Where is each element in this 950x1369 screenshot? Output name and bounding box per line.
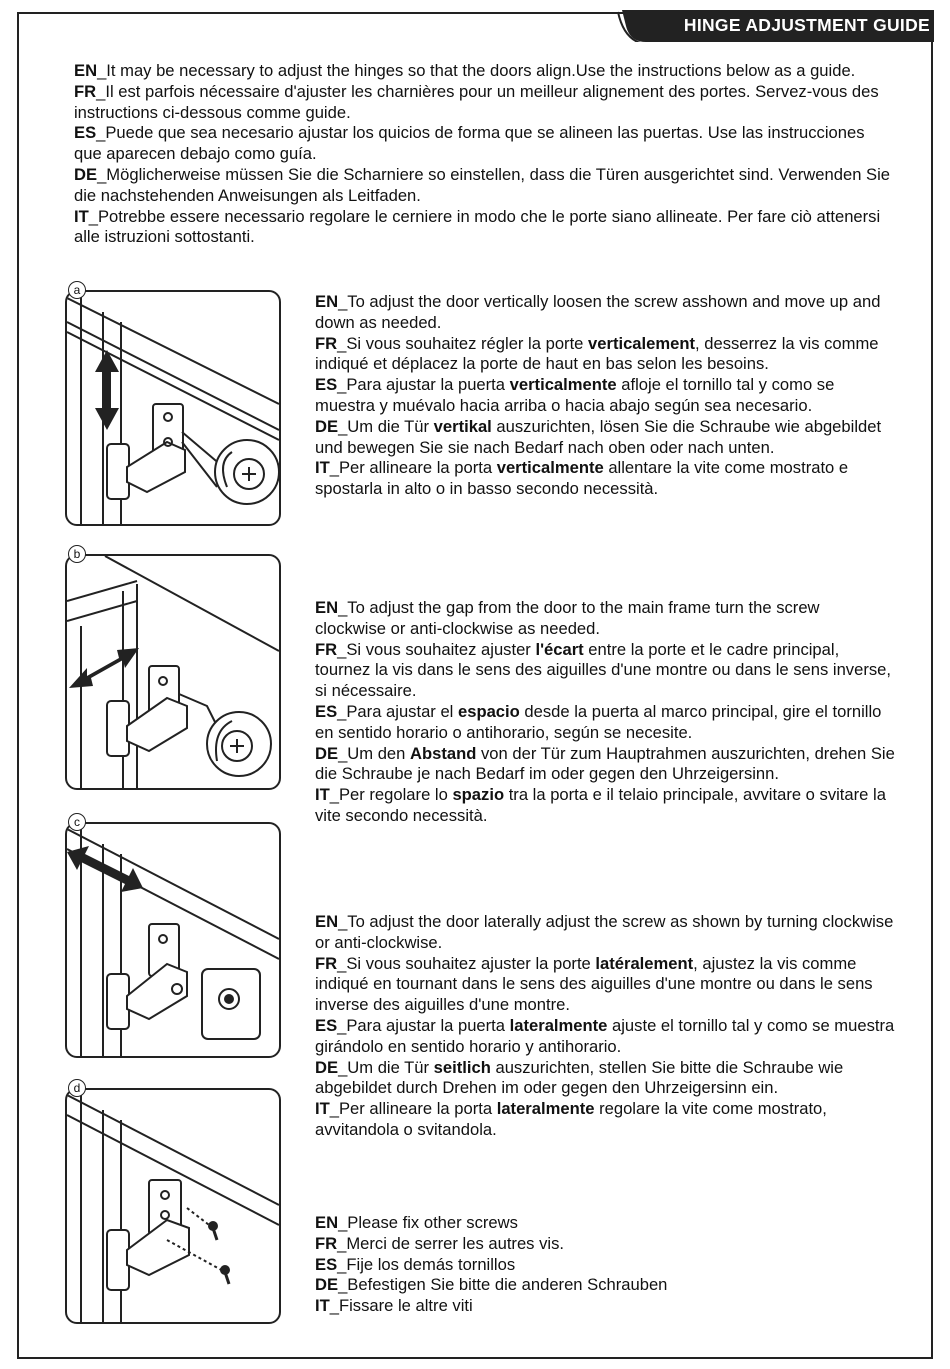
lang-code: ES <box>315 701 338 721</box>
step-text: _To adjust the gap from the door to the main frame turn the screw clockwise or anti-clockwise as needed. <box>315 598 820 638</box>
step-text: _Para ajustar la puerta <box>337 1015 510 1035</box>
lang-code: FR <box>74 81 97 101</box>
step-text: _Um die Tür <box>338 1057 434 1077</box>
step-text: allentare la vite come mostrato e spostarla in alto o in basso secondo necessità. <box>315 458 849 499</box>
step-text: _To adjust the door vertically loosen the screw asshown and move up and down as needed. <box>315 292 881 332</box>
intro-it-text: _Potrebbe essere necessario regolare le cerniere in modo che le porte siano allineate. Per fare ciò attenersi alle istruzioni sottostanti. <box>74 206 881 247</box>
lang-code: ES <box>315 1254 338 1274</box>
step-b-fr <box>315 640 895 702</box>
step-a-it <box>315 458 895 500</box>
step-emphasis: lateralmente <box>509 1015 608 1035</box>
step-c-badge: c <box>68 813 86 831</box>
step-text: _Fissare le altre viti <box>329 1296 473 1316</box>
step-text: ajuste el tornillo tal y como se muestra girándolo en sentido horario y antihorario. <box>315 1015 895 1056</box>
step-text: _Um den <box>338 743 411 763</box>
step-b-es <box>315 702 895 744</box>
step-text: _Merci de serrer les autres vis. <box>337 1233 564 1253</box>
intro-fr <box>74 82 894 124</box>
header-tab <box>616 10 934 42</box>
lang-code: IT <box>315 1099 330 1119</box>
page-title: HINGE ADJUSTMENT GUIDE <box>683 15 930 35</box>
step-emphasis: latéralement <box>595 953 694 973</box>
step-text: _Um die Tür <box>338 416 434 436</box>
step-text: , desserrez la vis comme indiqué et déplacez la porte de haut en bas selon les besoins. <box>315 333 879 374</box>
step-a-en <box>315 292 895 334</box>
step-text: _Para ajustar la puerta <box>337 375 510 395</box>
step-d-it <box>315 1296 895 1317</box>
step-text: auszurichten, lösen Sie die Schraube wie abgebildet und bewegen Sie sie nach Bedarf nach oben oder nach unten. <box>315 416 882 457</box>
step-text: afloje el tornillo tal y como se muestra y muévalo hacia arriba o hacia abajo según sea necesario. <box>315 375 835 415</box>
lang-code: FR <box>315 333 338 353</box>
step-emphasis: vertikal <box>433 416 492 436</box>
lang-code: EN <box>315 598 339 617</box>
lang-code: DE <box>315 1275 339 1295</box>
lang-code: ES <box>74 123 97 143</box>
step-d-en <box>315 1213 895 1234</box>
step-d-text <box>315 1213 895 1317</box>
lang-code: EN <box>315 912 339 931</box>
lang-code: DE <box>74 164 98 184</box>
step-text: _Please fix other screws <box>338 1213 518 1232</box>
step-text: _To adjust the door laterally adjust the screw as shown by turning clockwise or anti-clockwise. <box>315 912 894 952</box>
lang-code: EN <box>315 1213 339 1232</box>
lang-code: DE <box>315 1057 339 1077</box>
step-emphasis: lateralmente <box>496 1099 595 1119</box>
step-a-de <box>315 417 895 459</box>
step-b-it <box>315 785 895 827</box>
lang-code: IT <box>315 1296 330 1316</box>
intro-en-text: _It may be necessary to adjust the hinges so that the doors align.Use the instructions below as a guide. <box>97 61 856 80</box>
step-b-badge: b <box>68 545 86 563</box>
lang-code: IT <box>74 206 89 226</box>
step-text: _Per allineare la porta <box>329 458 497 478</box>
lang-code: FR <box>315 1233 338 1253</box>
step-text: von der Tür zum Hauptrahmen auszurichten, drehen Sie die Schraube je nach Bedarf im oder gegen den Uhrzeigersinn. <box>315 743 895 784</box>
step-text: _Si vous souhaitez ajuster <box>337 639 536 659</box>
step-b-illustration <box>65 554 281 790</box>
step-text: _Befestigen Sie bitte die anderen Schrauben <box>338 1275 668 1295</box>
step-c-en <box>315 912 895 954</box>
step-c-it <box>315 1099 895 1141</box>
lang-code: ES <box>315 375 338 395</box>
step-emphasis: spazio <box>452 785 505 805</box>
step-emphasis: l'écart <box>535 639 584 659</box>
step-text: _Si vous souhaitez régler la porte <box>337 333 589 353</box>
step-emphasis: verticalmente <box>496 458 604 478</box>
step-text: _Fije los demás tornillos <box>337 1254 516 1274</box>
intro-fr-text: _Il est parfois nécessaire d'ajuster les charnières pour un meilleur alignement des portes. Servez-vous des instructions ci-dessous comme guide. <box>74 81 879 122</box>
step-d-badge: d <box>68 1079 86 1097</box>
lang-code: DE <box>315 743 339 763</box>
step-emphasis: verticalmente <box>509 375 617 395</box>
step-text: _Si vous souhaitez ajuster la porte <box>337 953 596 973</box>
step-a-badge: a <box>68 281 86 299</box>
intro-it <box>74 207 894 249</box>
step-text: auszurichten, stellen Sie bitte die Schraube wie abgebildet durch Drehen im oder gegen den Uhrzeigersinn ein. <box>315 1057 844 1098</box>
intro-text <box>74 61 894 248</box>
step-c-illustration <box>65 822 281 1058</box>
step-text: _Per regolare lo <box>329 785 453 805</box>
step-c-es <box>315 1016 895 1058</box>
step-text: _Per allineare la porta <box>329 1099 497 1119</box>
step-d-es <box>315 1255 895 1276</box>
step-emphasis: seitlich <box>433 1057 491 1077</box>
step-b-en <box>315 598 895 640</box>
step-c-de <box>315 1058 895 1100</box>
step-text: , ajustez la vis comme indiqué en tournant dans le sens des aiguilles d'une montre ou dans le sens inverse des aiguilles d'une montre. <box>315 953 873 1015</box>
lang-code: IT <box>315 458 330 478</box>
step-a-es <box>315 375 895 417</box>
step-b-de <box>315 744 895 786</box>
step-emphasis: verticalement <box>588 333 696 353</box>
lang-code: DE <box>315 416 339 436</box>
step-emphasis: Abstand <box>410 743 477 763</box>
step-text: _Para ajustar el <box>337 701 458 721</box>
lang-code: EN <box>74 61 98 80</box>
step-a-fr <box>315 334 895 376</box>
lang-code: FR <box>315 953 338 973</box>
intro-de-text: _Möglicherweise müssen Sie die Scharniere so einstellen, dass die Türen ausgerichtet sind. Verwenden Sie die nachstehenden Anweisungen als Leitfaden. <box>74 164 891 205</box>
step-d-de <box>315 1275 895 1296</box>
step-d-fr <box>315 1234 895 1255</box>
step-c-fr <box>315 954 895 1016</box>
step-b-text <box>315 598 895 827</box>
step-text: entre la porte et le cadre principal, tournez la vis dans le sens des aiguilles d'une montre ou dans le sens inverse, si nécessaire. <box>315 639 891 701</box>
lang-code: FR <box>315 639 338 659</box>
lang-code: ES <box>315 1015 338 1035</box>
intro-de <box>74 165 894 207</box>
step-c-text <box>315 912 895 1141</box>
step-d-illustration <box>65 1088 281 1324</box>
step-text: regolare la vite come mostrato, avvitandola o svitandola. <box>315 1099 827 1139</box>
intro-es <box>74 123 894 165</box>
step-a-illustration <box>65 290 281 526</box>
step-a-text <box>315 292 895 500</box>
step-text: tra la porta e il telaio principale, avvitare o svitare la vite secondo necessità. <box>315 785 886 825</box>
intro-es-text: _Puede que sea necesario ajustar los quicios de forma que se alineen las puertas. Use las instrucciones que aparecen debajo como guía. <box>74 123 865 164</box>
step-emphasis: espacio <box>457 701 520 721</box>
lang-code: EN <box>315 292 339 311</box>
lang-code: IT <box>315 785 330 805</box>
step-text: desde la puerta al marco principal, gire el tornillo en sentido horario o antihorario, según se necesite. <box>315 701 882 742</box>
intro-en <box>74 61 894 82</box>
